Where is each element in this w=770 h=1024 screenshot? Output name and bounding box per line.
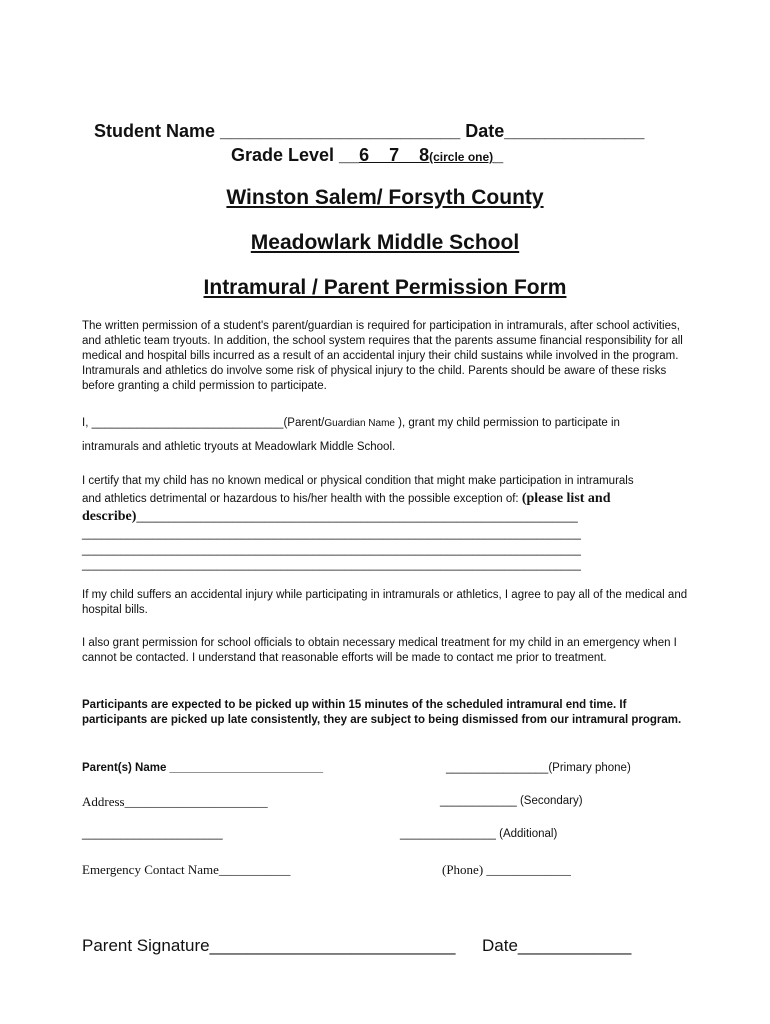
- parent-signature-field[interactable]: Parent Signature__________________________: [82, 936, 456, 955]
- describe-label: describe): [82, 509, 137, 524]
- intro-paragraph: The written permission of a student's parent/guardian is required for participation in intramurals, after school activities, and athletic team tryouts. In addition, the school system requires that the parents assume financial responsibility for all medical and hospital bills incurred as a result of an accidental injury their child sustains while involved in the program. Intramurals and athletics do involve some risk of physical injury to the child. Parents should be aware of these risks before granting a child permission to participate.: [82, 320, 683, 392]
- grant-permission-line-2: intramurals and athletic tryouts at Meadowlark Middle School.: [82, 441, 396, 453]
- condition-blank-2[interactable]: ______________________________________________________________________________: [82, 528, 581, 540]
- grant-line-end: ), grant my child permission to participate in: [394, 417, 620, 429]
- condition-blank-1[interactable]: _____________________________________________________________________: [136, 511, 578, 523]
- signature-date-field[interactable]: Date____________: [482, 936, 632, 955]
- condition-blank-3[interactable]: ______________________________________________________________________________: [82, 544, 581, 556]
- grade-options: 6 7 8: [359, 145, 430, 165]
- form-title: Intramural / Parent Permission Form: [203, 276, 567, 299]
- pickup-paragraph: Participants are expected to be picked up within 15 minutes of the scheduled intramural end time. If participants are picked up late consistently, they are subject to being dismissed from our intramural program.: [82, 699, 682, 726]
- certify-line-2: [82, 491, 611, 507]
- parent-name-field[interactable]: [82, 762, 323, 774]
- grant-permission-line: [82, 417, 620, 429]
- parent-name-label: Parent(s) Name ________________________: [82, 762, 324, 774]
- school-title: Meadowlark Middle School: [250, 231, 520, 254]
- grant-line-start: I, ______________________________(Parent/: [82, 417, 325, 429]
- certify-line-1: I certify that my child has no known medical or physical condition that might make participation in intramurals: [82, 475, 634, 487]
- grade-level-label: Grade Level __: [231, 145, 360, 165]
- condition-blank-4[interactable]: ______________________________________________________________________________: [82, 559, 581, 571]
- student-name-date-line: Student Name ________________________ Date______________: [94, 121, 645, 141]
- address-field[interactable]: Address______________________: [82, 794, 268, 809]
- certify-text: and athletics detrimental or hazardous to his/her health with the possible exception of:: [82, 493, 522, 505]
- medical-paragraph: I also grant permission for school officials to obtain necessary medical treatment for my child in an emergency when I cannot be contacted. I understand that reasonable efforts will be made to contact me prior to treatment.: [82, 637, 677, 664]
- primary-phone-field[interactable]: ________________(Primary phone): [446, 762, 631, 774]
- emergency-contact-field[interactable]: Emergency Contact Name___________: [82, 862, 291, 877]
- grade-tail: _: [493, 145, 504, 165]
- county-title: Winston Salem/ Forsyth County: [226, 186, 544, 209]
- circle-one-note: (circle one): [429, 150, 494, 164]
- address-line-2-field[interactable]: ______________________: [82, 828, 223, 840]
- please-list-label: (please list and: [521, 491, 611, 506]
- additional-phone-field[interactable]: _______________ (Additional): [400, 828, 558, 840]
- certify-line-3: [82, 509, 578, 525]
- injury-paragraph: If my child suffers an accidental injury while participating in intramurals or athletics, I agree to pay all of the medical and hospital bills.: [82, 589, 688, 616]
- emergency-phone-field[interactable]: (Phone) _____________: [442, 862, 571, 877]
- guardian-name-label: Guardian Name: [324, 418, 395, 429]
- secondary-phone-field[interactable]: ____________ (Secondary): [440, 795, 583, 807]
- grade-level-line: [231, 145, 503, 166]
